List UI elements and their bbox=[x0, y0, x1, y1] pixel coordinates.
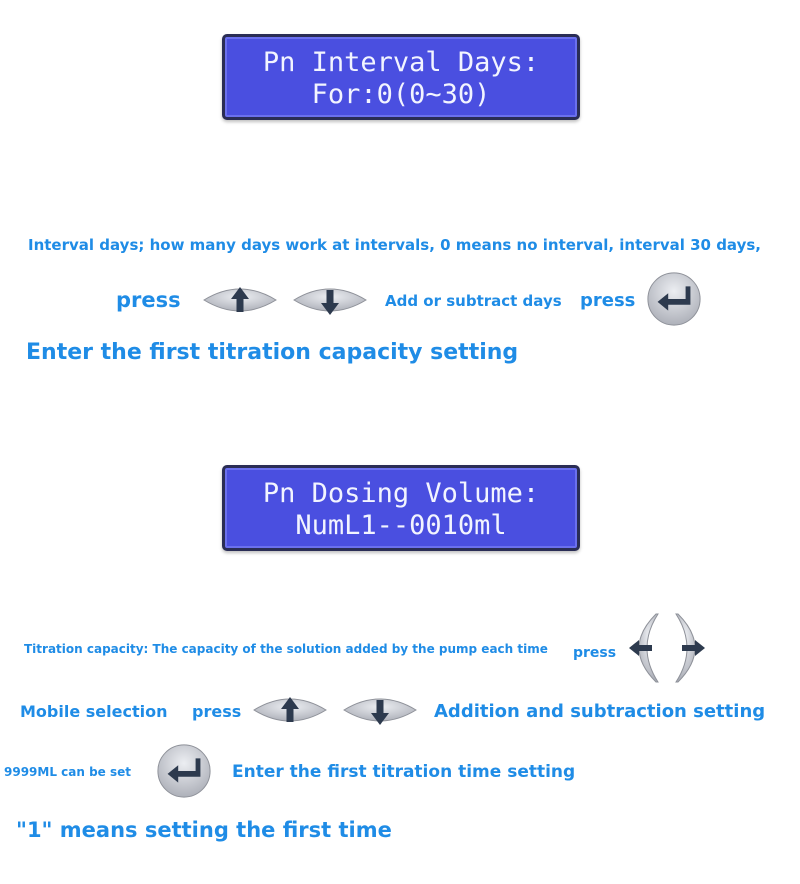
mobile-selection-label: Mobile selection bbox=[20, 702, 168, 721]
lcd-screen-dosing-volume bbox=[222, 465, 580, 551]
add-subtract-days-label: Add or subtract days bbox=[385, 292, 562, 310]
enter-titration-time-label: Enter the first titration time setting bbox=[232, 762, 576, 782]
down-arrow-key-icon[interactable] bbox=[290, 280, 370, 322]
enter-key-icon[interactable] bbox=[645, 270, 703, 328]
lcd-line-2: For:0(0~30) bbox=[311, 79, 491, 110]
up-arrow-key-icon[interactable] bbox=[250, 690, 330, 732]
press-label-4: press bbox=[192, 702, 242, 721]
first-time-note: "1" means setting the first time bbox=[16, 818, 392, 842]
press-label-3: press bbox=[573, 645, 617, 661]
lcd-line-1: Pn Dosing Volume: bbox=[262, 478, 540, 509]
press-label-2: press bbox=[580, 290, 636, 311]
max-value-label: 9999ML can be set bbox=[4, 765, 132, 779]
left-arrow-key-icon[interactable] bbox=[622, 610, 662, 686]
lcd-line-1: Pn Interval Days: bbox=[262, 47, 540, 78]
press-label: press bbox=[116, 288, 181, 312]
titration-capacity-description: Titration capacity: The capacity of the solution added by the pump each time bbox=[24, 642, 548, 656]
addition-subtraction-setting-label: Addition and subtraction setting bbox=[434, 701, 766, 722]
interval-days-description: Interval days; how many days work at intervals, 0 means no interval, interval 30 days, bbox=[28, 236, 762, 254]
enter-titration-capacity-label: Enter the first titration capacity setting bbox=[26, 340, 519, 365]
down-arrow-key-icon[interactable] bbox=[340, 690, 420, 732]
lcd-line-2: NumL1--0010ml bbox=[295, 510, 507, 541]
right-arrow-key-icon[interactable] bbox=[672, 610, 712, 686]
up-arrow-key-icon[interactable] bbox=[200, 280, 280, 322]
enter-key-icon[interactable] bbox=[155, 742, 213, 800]
lcd-screen-interval-days bbox=[222, 34, 580, 120]
